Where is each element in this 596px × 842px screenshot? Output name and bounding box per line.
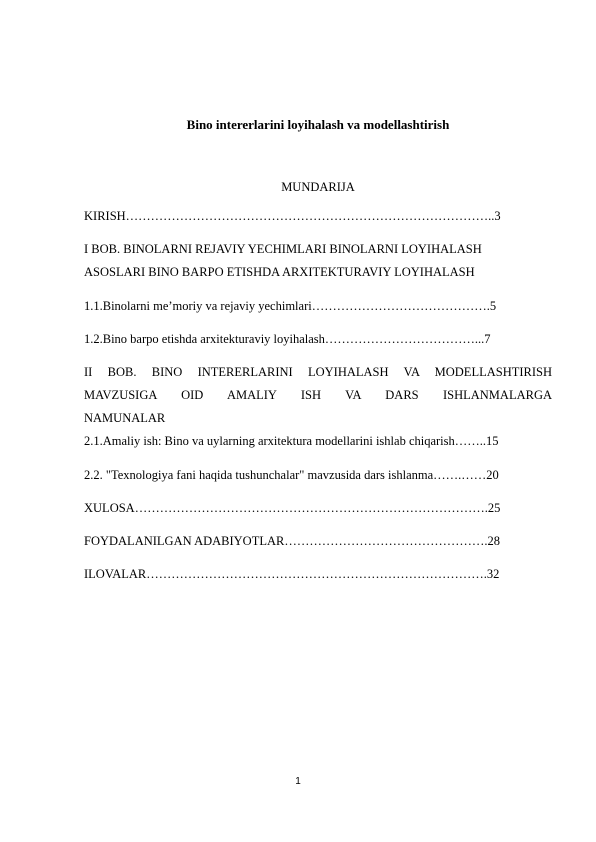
toc-entry-2-2: 2.2. "Texnologiya fani haqida tushunchalar" mavzusida dars ishlanma…….……20 xyxy=(84,468,499,482)
toc-entry-chapter-2-line-1: II BOB. BINO INTERERLARINI LOYIHALASH VA MODELLASHTIRISH xyxy=(84,365,552,379)
page-number: 1 xyxy=(295,776,301,787)
toc-entry-chapter-2-line-3: NAMUNALAR xyxy=(84,411,166,425)
toc-entry-kirish: KIRISH……………………………………………………………………………..3 xyxy=(84,209,501,223)
toc-entry-chapter-1-line-2: ASOSLARI BINO BARPO ETISHDA ARXITEKTURAVIY LOYIHALASH xyxy=(84,265,475,279)
document-title: Bino intererlarini loyihalash va modellashtirish xyxy=(186,117,450,132)
toc-entry-1-2: 1.2.Bino barpo etishda arxitekturaviy loyihalash………………………………...7 xyxy=(84,332,491,346)
toc-heading: MUNDARIJA xyxy=(281,180,355,194)
toc-entry-chapter-2-line-2: MAVZUSIGA OID AMALIY ISH VA DARS ISHLANMALARGA xyxy=(84,388,552,402)
toc-entry-foydalanilgan-adabiyotlar: FOYDALANILGAN ADABIYOTLAR………………………………………….28 xyxy=(84,534,500,548)
toc-entry-chapter-1-line-1: I BOB. BINOLARNI REJAVIY YECHIMLARI BINOLARNI LOYIHALASH xyxy=(84,242,482,256)
toc-entry-xulosa: XULOSA………………………………………………………………………….25 xyxy=(84,501,501,515)
toc-entry-2-1: 2.1.Amaliy ish: Bino va uylarning arxitektura modellarini ishlab chiqarish……..15 xyxy=(84,434,499,448)
toc-entry-ilovalar: ILOVALAR……………………………………………………………………….32 xyxy=(84,567,500,581)
toc-entry-1-1: 1.1.Binolarni me’moriy va rejaviy yechimlari…………………………………….5 xyxy=(84,299,497,313)
